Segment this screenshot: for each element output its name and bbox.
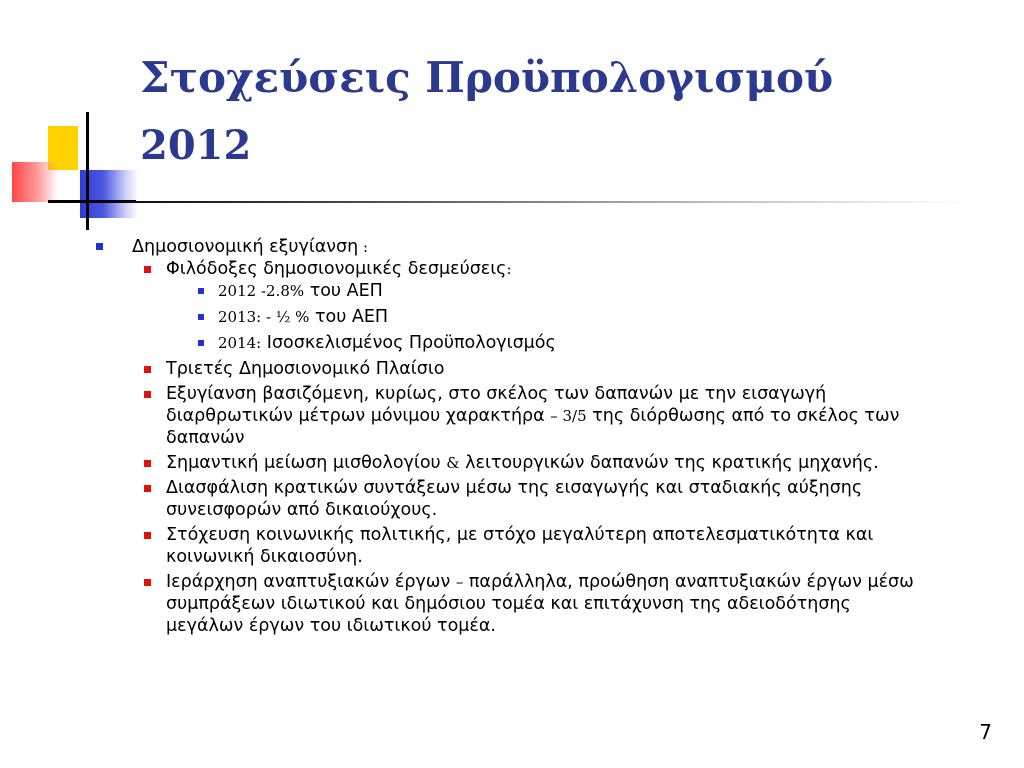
- page-number: 7: [979, 720, 992, 744]
- square-bullet-icon: [144, 266, 151, 273]
- list-item-year-2012: [166, 280, 920, 302]
- square-bullet-icon: [198, 314, 204, 320]
- year-target-text: του ΑΕΠ: [309, 307, 389, 327]
- list-item-fiscal-consolidation: [90, 236, 920, 637]
- list-item-year-2013: [166, 306, 920, 328]
- square-bullet-icon: [198, 288, 204, 294]
- bullet-list-level3: [166, 280, 920, 354]
- list-item-ratio: – 3/5: [550, 407, 587, 425]
- list-item-text: Ιεράρχηση αναπτυξιακών έργων: [166, 572, 456, 592]
- list-item-text: της διόρθωσης από το σκέλος των δαπανών: [166, 406, 900, 448]
- list-item-suffix: :: [358, 238, 369, 256]
- square-bullet-icon: [144, 366, 151, 373]
- year-target-text: Ισοσκελισμένος Προϋπολογισμός: [261, 333, 556, 353]
- square-bullet-icon: [144, 391, 151, 398]
- year-target-prefix: 2013: - ½ %: [218, 308, 310, 326]
- list-item-development: [132, 571, 920, 637]
- bullet-list-level1: [90, 236, 920, 637]
- slide-title: [140, 44, 1000, 180]
- square-bullet-icon: [144, 579, 151, 586]
- square-bullet-icon: [144, 532, 151, 539]
- bullet-list-level2: [132, 258, 920, 637]
- list-item-year-2014: [166, 332, 920, 354]
- logo-red-square: [12, 162, 58, 202]
- square-bullet-icon: [144, 460, 151, 467]
- list-item-text: λειτουργικών δαπανών της κρατικής μηχανής.: [459, 453, 879, 473]
- year-target-text: του ΑΕΠ: [304, 281, 383, 301]
- slide-content: [90, 236, 920, 641]
- title-divider: [86, 201, 966, 203]
- list-item-text: Σημαντική μείωση μισθολογίου: [166, 453, 447, 473]
- list-item-text: Δημοσιονομική εξυγίανση: [132, 237, 359, 257]
- list-item-framework: [132, 358, 920, 380]
- list-item-dash: –: [455, 573, 464, 591]
- year-target-prefix: 2012 -2.8%: [218, 282, 305, 300]
- square-bullet-icon: [96, 243, 103, 250]
- list-item-reduction: [132, 452, 920, 474]
- list-item-ampersand: &: [446, 454, 460, 472]
- list-item-suffix: :: [506, 260, 512, 278]
- list-item-text: Φιλόδοξες δημοσιονομικές δεσμεύσεις: [166, 259, 507, 279]
- square-bullet-icon: [144, 485, 151, 492]
- list-item-text: Εξυγίανση βασιζόμενη, κυρίως, στο σκέλος των δαπανών με την εισαγωγή διαρθρωτικών μέτρων μόνιμου χαρακτήρα: [166, 384, 827, 426]
- list-item-consolidation: [132, 383, 920, 449]
- year-target-prefix: 2014:: [218, 334, 262, 352]
- list-item-social-policy: [132, 524, 920, 568]
- list-item-pensions: [132, 477, 920, 521]
- slide-title-line1: Στοχεύσεις Προϋπολογισμού: [140, 53, 834, 102]
- decorative-logo-icon: [0, 0, 160, 240]
- square-bullet-icon: [198, 340, 204, 346]
- logo-vertical-line: [86, 112, 89, 230]
- list-item-text: παράλληλα, προώθηση αναπτυξιακών έργων μέσω συμπράξεων ιδιωτικού και δημόσιου τομέα και επιτάχυνση της αδειοδότησης μεγάλων έργων του ιδιωτικού τομέα.: [166, 572, 914, 636]
- list-item-text: Διασφάλιση κρατικών συντάξεων μέσω της εισαγωγής και σταδιακής αύξησης συνεισφορών από δικαιούχους.: [166, 478, 863, 520]
- slide-title-line2: 2012: [140, 122, 252, 169]
- list-item-text: Στόχευση κοινωνικής πολιτικής, με στόχο μεγαλύτερη αποτελεσματικότητα και κοινωνική δικαιοσύνη.: [166, 525, 874, 567]
- list-item-text: Τριετές Δημοσιονομικό Πλαίσιο: [166, 359, 445, 379]
- list-item-commitments: [132, 258, 920, 354]
